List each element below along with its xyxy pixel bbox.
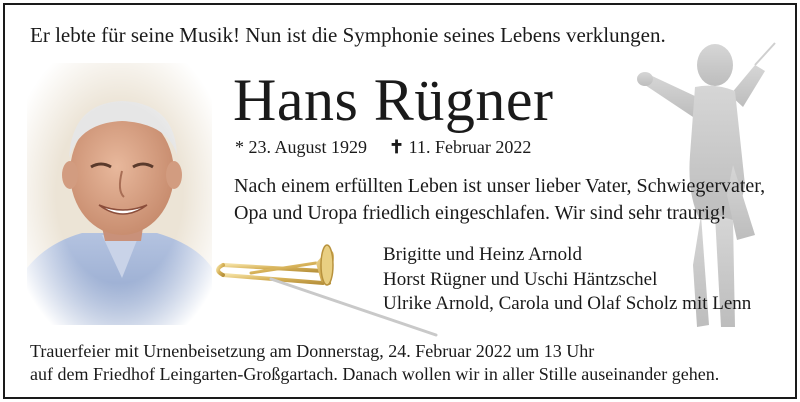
motto: Er lebte für seine Musik! Nun ist die Symphonie seines Lebens verklungen. — [30, 23, 666, 47]
mourner: Horst Rügner und Uschi Häntzschel — [383, 268, 658, 290]
mourning-message — [234, 173, 765, 227]
service-line: Trauerfeier mit Urnenbeisetzung am Donnerstag, 24. Februar 2022 um 13 Uhr — [30, 341, 595, 361]
cross-icon: ✝ — [389, 137, 405, 157]
mourner: Brigitte und Heinz Arnold — [383, 244, 582, 265]
mourner: Ulrike Arnold, Carola und Olaf Scholz mit Lenn — [383, 293, 752, 314]
mourners-list — [383, 243, 751, 317]
portrait-photo — [27, 63, 212, 325]
funeral-service-info — [30, 340, 719, 386]
birth-date: * 23. August 1929 — [235, 137, 368, 157]
life-dates — [235, 137, 531, 158]
deceased-name: Hans Rügner — [233, 67, 554, 133]
death-date: 11. Februar 2022 — [408, 137, 532, 157]
obituary-notice — [3, 3, 797, 399]
message-line: Opa und Uropa friedlich eingeschlafen. Wir sind sehr traurig! — [234, 202, 727, 224]
service-line: auf dem Friedhof Leingarten-Großgartach. Danach wollen wir in aller Stille auseinander gehen. — [30, 364, 720, 384]
message-line: Nach einem erfüllten Leben ist unser lieber Vater, Schwiegervater, — [234, 175, 766, 197]
